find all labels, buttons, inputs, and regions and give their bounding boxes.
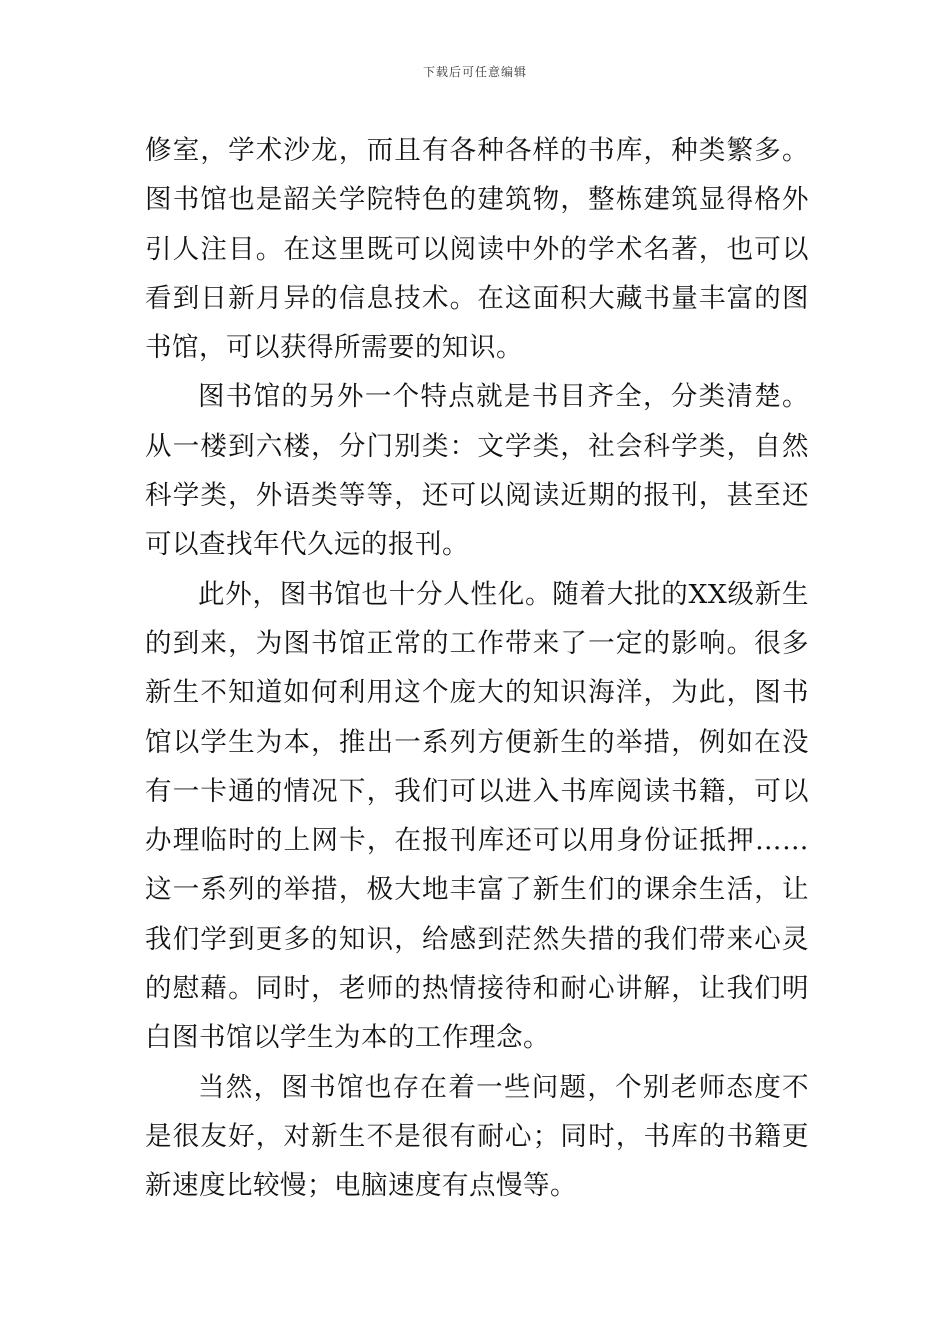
document-body <box>145 126 809 1211</box>
page-header: 下载后可任意编辑 <box>422 65 527 79</box>
paragraph-continuation: 修室，学术沙龙，而且有各种各样的书库，种类繁多。图书馆也是韶关学院特色的建筑物，整栋建筑显得格外引人注目。在这里既可以阅读中外的学术名著，也可以看到日新月异的信息技术。在这面积大藏书量丰富的图书馆，可以获得所需要的知识。 <box>145 135 809 364</box>
paragraph: 此外，图书馆也十分人性化。随着大批的XX级新生的到来，为图书馆正常的工作带来了一定的影响。很多新生不知道如何利用这个庞大的知识海洋，为此，图书馆以学生为本，推出一系列方便新生的举措，例如在没有一卡通的情况下，我们可以进入书库阅读书籍，可以办理临时的上网卡，在报刊库还可以用身份证抵押……这一系列的举措，极大地丰富了新生们的课余生活，让我们学到更多的知识，给感到茫然失措的我们带来心灵的慰藉。同时，老师的热情接待和耐心讲解，让我们明白图书馆以学生为本的工作理念。 <box>145 578 809 1054</box>
paragraph: 图书馆的另外一个特点就是书目齐全，分类清楚。从一楼到六楼，分门别类：文学类，社会科学类，自然科学类，外语类等等，还可以阅读近期的报刊，甚至还可以查找年代久远的报刊。 <box>145 381 809 561</box>
paragraph: 当然，图书馆也存在着一些问题，个别老师态度不是很友好，对新生不是很有耐心；同时，书库的书籍更新速度比较慢；电脑速度有点慢等。 <box>145 1071 809 1202</box>
